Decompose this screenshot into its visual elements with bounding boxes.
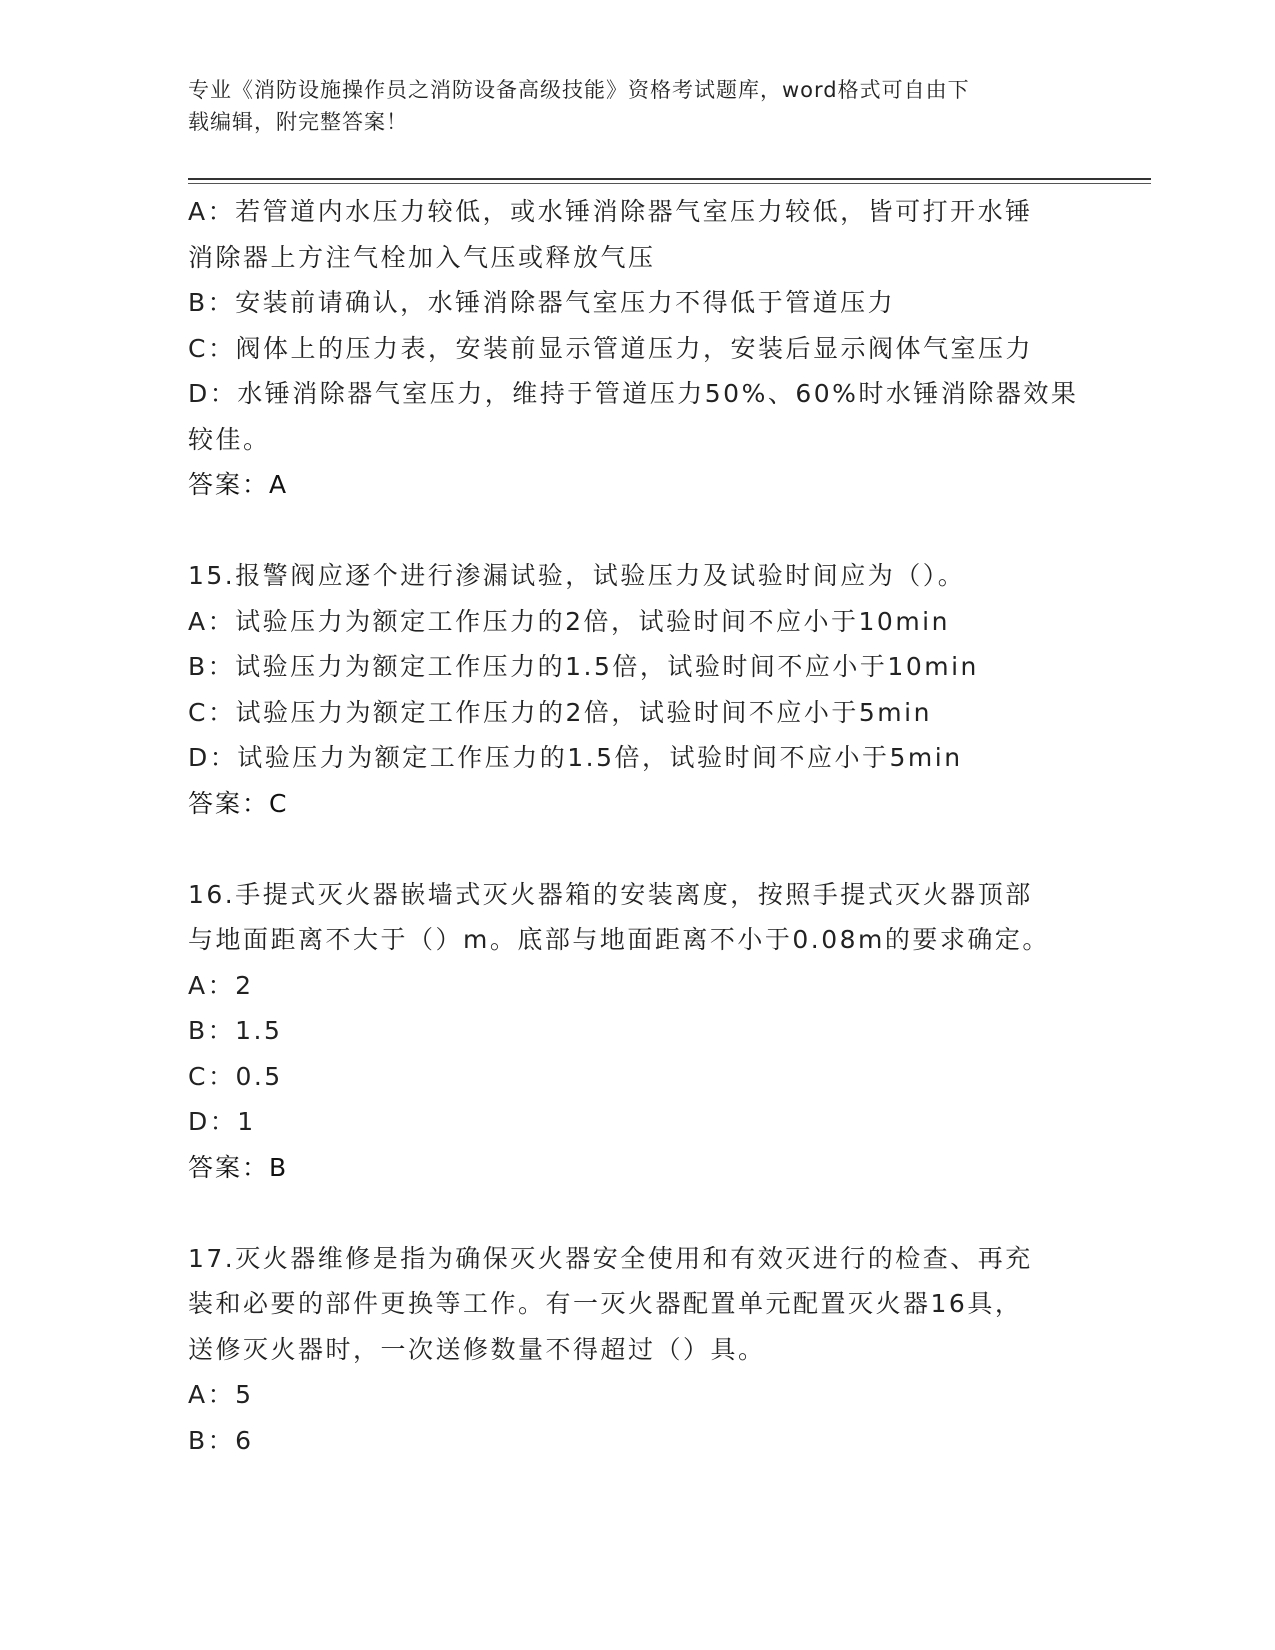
question-stem-line-1: 16.手提式灭火器嵌墙式灭火器箱的安装离度，按照手提式灭火器顶部 [188,879,1033,909]
header-divider-thick [188,178,1151,180]
question-stem-line-2: 与地面距离不大于（）m。底部与地面距离不小于0.08m的要求确定。 [188,925,1050,954]
header-line-2: 载编辑，附完整答案！ [188,110,408,134]
question-16 [188,872,1088,1191]
header-line-1: 专业《消防设施操作员之消防设备高级技能》资格考试题库，word格式可自由下 [188,78,970,102]
option-b: B：试验压力为额定工作压力的1.5倍，试验时间不应小于10min [188,652,979,681]
document-header [188,74,1088,138]
option-d: D：试验压力为额定工作压力的1.5倍，试验时间不应小于5min [188,743,963,772]
question-stem-line-3: 送修灭火器时，一次送修数量不得超过（）具。 [188,1334,766,1364]
spacer [188,508,1088,554]
question-list [188,189,1088,1463]
spacer [188,826,1088,872]
option-a: A：2 [188,970,254,1000]
option-c: C：试验压力为额定工作压力的2倍，试验时间不应小于5min [188,697,932,727]
question-15 [188,553,1088,826]
question-stem-line-1: 17.灭火器维修是指为确保灭火器安全使用和有效灭进行的检查、再充 [188,1243,1033,1273]
question-stem-line-2: 装和必要的部件更换等工作。有一灭火器配置单元配置灭火器16具， [188,1289,1023,1318]
question-17 [188,1236,1088,1464]
option-a: A：5 [188,1380,254,1409]
option-c: C：0.5 [188,1061,283,1091]
option-b: B：1.5 [188,1016,283,1045]
option-b: B：6 [188,1425,254,1455]
option-a-line-1: A：若管道内水压力较低，或水锤消除器气室压力较低，皆可打开水锤 [188,197,1033,226]
option-b: B：安装前请确认，水锤消除器气室压力不得低于管道压力 [188,288,896,317]
question-14-continued [188,189,1088,508]
option-a-line-2: 消除器上方注气栓加入气压或释放气压 [188,242,656,272]
header-divider-thin [188,183,1151,184]
option-d-line-1: D：水锤消除器气室压力，维持于管道压力50%、60%时水锤消除器效果 [188,379,1079,408]
option-d-line-2: 较佳。 [188,424,271,454]
answer-label: 答案：A [188,470,289,499]
option-a: A：试验压力为额定工作压力的2倍，试验时间不应小于10min [188,606,950,636]
option-d: D：1 [188,1107,256,1136]
answer-label: 答案：B [188,1152,289,1182]
answer-label: 答案：C [188,788,289,818]
option-c: C：阀体上的压力表，安装前显示管道压力，安装后显示阀体气室压力 [188,333,1033,363]
spacer [188,1190,1088,1236]
question-stem: 15.报警阀应逐个进行渗漏试验，试验压力及试验时间应为（）。 [188,561,966,590]
